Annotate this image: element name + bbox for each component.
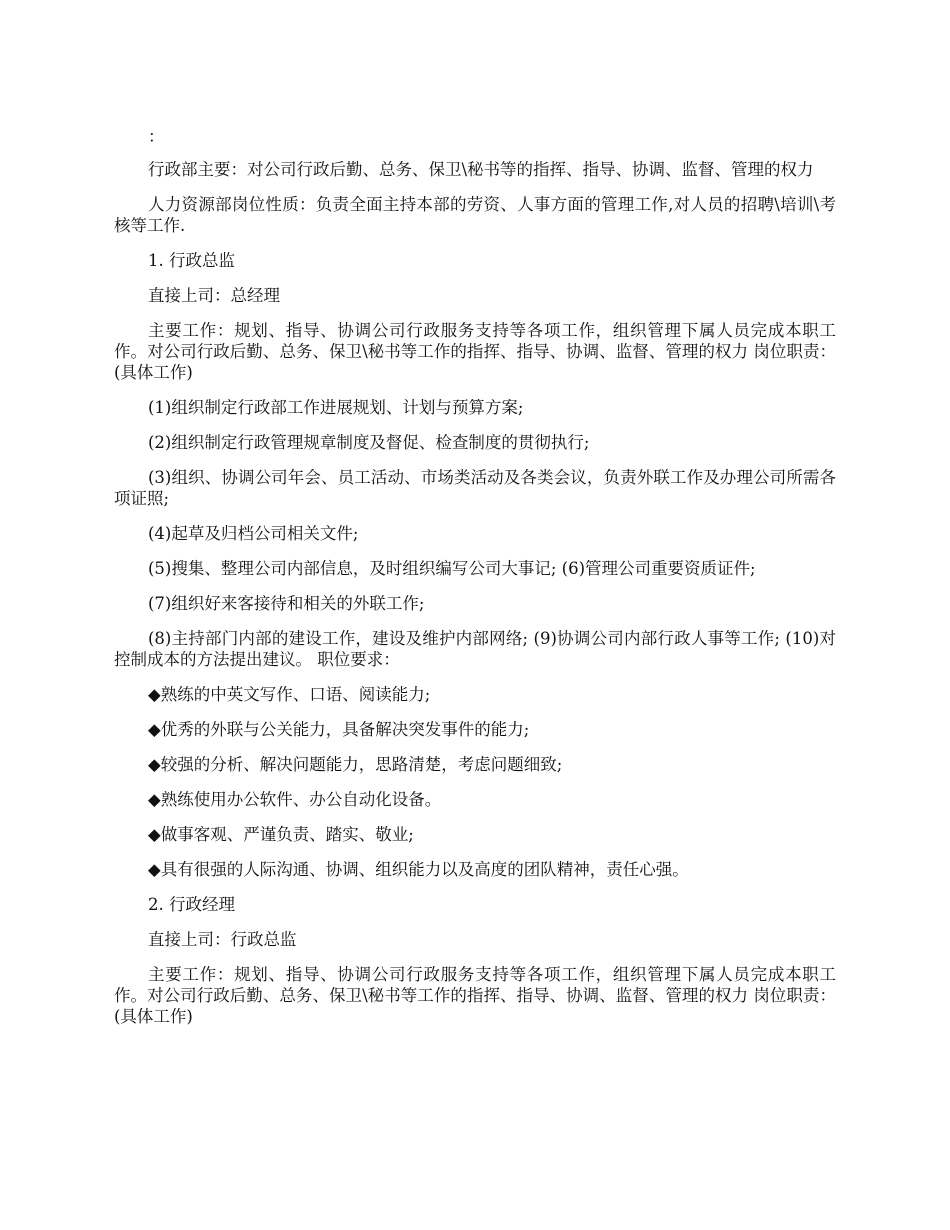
requirement-item: ◆优秀的外联与公关能力，具备解决突发事件的能力; <box>148 720 530 739</box>
requirement-item: ◆做事客观、严谨负责、踏实、敬业; <box>148 825 414 844</box>
duty-item: (5)搜集、整理公司内部信息，及时组织编写公司大事记; (6)管理公司重要资质证件; <box>148 559 756 578</box>
section-heading-admin-director: 1. 行政总监 <box>148 251 235 270</box>
requirement-item: ◆具有很强的人际沟通、协调、组织能力以及高度的团队精神，责任心强。 <box>148 860 689 879</box>
requirement-item: ◆熟练使用办公软件、办公自动化设备。 <box>148 790 442 809</box>
duty-item: (3)组织、协调公司年会、员工活动、市场类活动及各类会议，负责外联工作及办理公司所需各项证照; <box>114 468 836 508</box>
duty-item: (4)起草及归档公司相关文件; <box>148 524 359 543</box>
paragraph-hr-dept-nature: 人力资源部岗位性质：负责全面主持本部的劳资、人事方面的管理工作,对人员的招聘\培训\考核等工作. <box>114 195 836 235</box>
paragraph-main-work: 主要工作：规划、指导、协调公司行政服务支持等各项工作，组织管理下属人员完成本职工作。对公司行政后勤、总务、保卫\秘书等工作的指挥、指导、协调、监督、管理的权力 岗位职责：(具体工作) <box>114 321 836 382</box>
paragraph-direct-superior: 直接上司：总经理 <box>148 286 280 305</box>
duty-item: (2)组织制定行政管理规章制度及督促、检查制度的贯彻执行; <box>148 433 590 452</box>
paragraph-main-work: 主要工作：规划、指导、协调公司行政服务支持等各项工作，组织管理下属人员完成本职工作。对公司行政后勤、总务、保卫\秘书等工作的指挥、指导、协调、监督、管理的权力 岗位职责：(具体工作) <box>114 965 836 1026</box>
duty-item: (7)组织好来客接待和相关的外联工作; <box>148 594 425 613</box>
leading-colon: ： <box>148 127 165 146</box>
duty-item: (1)组织制定行政部工作进展规划、计划与预算方案; <box>148 398 524 417</box>
paragraph-admin-dept-duties: 行政部主要：对公司行政后勤、总务、保卫\秘书等的指挥、指导、协调、监督、管理的权力 <box>148 160 814 179</box>
paragraph-direct-superior: 直接上司：行政总监 <box>148 930 297 949</box>
document-body <box>114 126 836 1041</box>
section-heading-admin-manager: 2. 行政经理 <box>148 895 235 914</box>
requirement-item: ◆熟练的中英文写作、口语、阅读能力; <box>148 685 431 704</box>
requirement-item: ◆较强的分析、解决问题能力，思路清楚，考虑问题细致; <box>148 755 563 774</box>
duty-item: (8)主持部门内部的建设工作，建设及维护内部网络; (9)协调公司内部行政人事等工作; (10)对控制成本的方法提出建议。 职位要求： <box>114 629 836 669</box>
